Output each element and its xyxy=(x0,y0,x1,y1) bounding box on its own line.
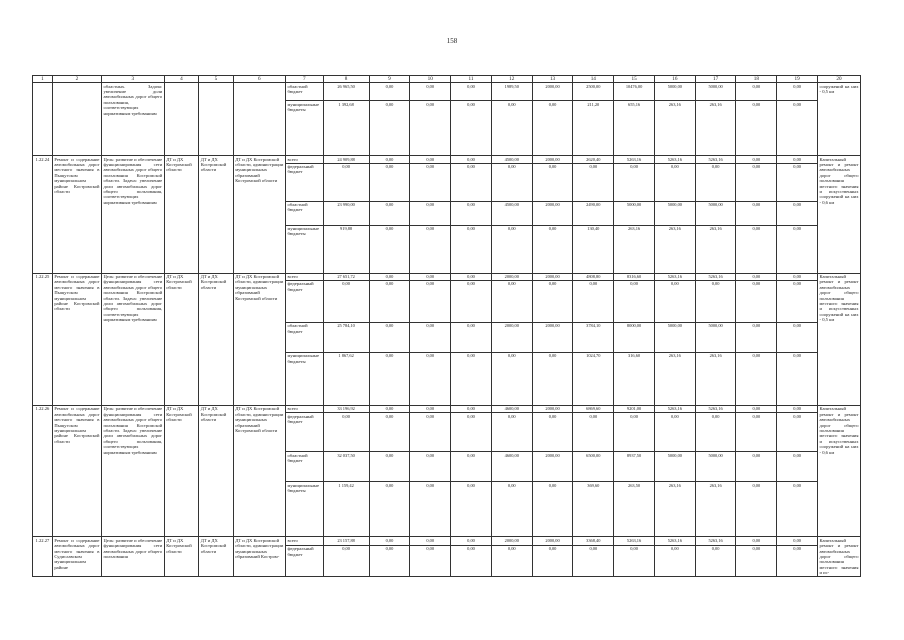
amount-cell: 0,00 xyxy=(532,280,573,322)
amount-cell: 2000,00 xyxy=(532,156,573,163)
row-code: 1.22.26 xyxy=(33,405,53,536)
amount-cell: 24 909,88 xyxy=(323,156,369,163)
amount-cell: 0,00 xyxy=(369,482,410,537)
amount-cell: 6869,60 xyxy=(573,405,614,412)
column-number: 15 xyxy=(614,76,655,83)
activity-name: Ремонт и содержание автомобильных дорог местного значения в Пыщугском муниципальном районе Костромской области xyxy=(52,156,101,273)
activity-name: Ремонт и содержание автомобильных дорог местного значения в Судиславском муниципальном районе xyxy=(52,537,101,577)
amount-cell: 316,60 xyxy=(614,352,655,405)
amount-cell: 0,00 xyxy=(451,280,492,322)
amount-cell: 5263,16 xyxy=(695,537,736,545)
amount-cell: 211,20 xyxy=(573,101,614,156)
executor-cell: ДТ и ДХ Костромской области xyxy=(199,273,234,405)
amount-cell: 2000,00 xyxy=(532,83,573,101)
amount-cell: 0,00 xyxy=(451,482,492,537)
participants-cell: ДТ и ДХ Костромской области, администрации муниципальных образований Костромской области xyxy=(233,156,285,273)
amount-cell: 0,00 xyxy=(410,83,451,101)
funding-source: муниципальные бюджеты xyxy=(285,482,323,537)
amount-cell: 0,00 xyxy=(451,537,492,545)
amount-cell: 0,00 xyxy=(491,413,532,452)
column-number: 17 xyxy=(695,76,736,83)
executor-cell: ДТ и ДХ Костромской области xyxy=(199,537,234,577)
amount-cell: 2000,00 xyxy=(532,537,573,545)
expected-result: Капитальный ремонт и ремонт автомобильных дорог общего пользования местного значения и ис- xyxy=(819,537,859,576)
amount-cell: 32 037,50 xyxy=(323,452,369,482)
amount-cell: 0,00 xyxy=(777,273,818,280)
column-number: 13 xyxy=(532,76,573,83)
amount-cell: 0,00 xyxy=(777,280,818,322)
amount-cell: 655,16 xyxy=(614,101,655,156)
amount-cell: 5263,16 xyxy=(614,537,655,545)
column-number: 20 xyxy=(818,76,861,83)
amount-cell: 0,00 xyxy=(736,405,777,412)
page-number: 158 xyxy=(446,37,458,45)
column-number: 6 xyxy=(233,76,285,83)
amount-cell: 263,16 xyxy=(695,482,736,537)
amount-cell: 0,00 xyxy=(777,225,818,273)
amount-cell: 0,00 xyxy=(736,201,777,225)
row-code: 1.22.27 xyxy=(33,537,53,577)
amount-cell: 1024,70 xyxy=(573,352,614,405)
amount-cell: 0,00 xyxy=(410,225,451,273)
amount-cell: 0,00 xyxy=(323,545,369,576)
table-row xyxy=(33,156,861,163)
funding-source: областной бюджет xyxy=(285,322,323,352)
amount-cell: 4600,00 xyxy=(491,405,532,412)
amount-cell: 0,00 xyxy=(777,482,818,537)
amount-cell: 5263,16 xyxy=(695,156,736,163)
amount-cell: 0,00 xyxy=(491,101,532,156)
amount-cell: 5263,16 xyxy=(654,405,695,412)
amount-cell: 0,00 xyxy=(491,482,532,537)
amount-cell: 0,00 xyxy=(369,225,410,273)
activity-name xyxy=(52,83,101,156)
amount-cell: 1 392,68 xyxy=(323,101,369,156)
amount-cell: 0,00 xyxy=(736,482,777,537)
amount-cell: 26 965,50 xyxy=(323,83,369,101)
activity-name: Ремонт и содержание автомобильных дорог местного значения в Пыщугском муниципальном районе Костромской области xyxy=(52,273,101,405)
executor-cell: ДТ и ДХ Костромской области xyxy=(199,156,234,273)
funding-source: всего xyxy=(285,537,323,545)
amount-cell: 0,00 xyxy=(614,280,655,322)
amount-cell: 0,00 xyxy=(451,352,492,405)
amount-cell: 0,00 xyxy=(451,101,492,156)
amount-cell: 0,00 xyxy=(532,163,573,201)
table-row xyxy=(33,537,861,545)
funding-source: федеральный бюджет xyxy=(285,163,323,201)
funding-source: областной бюджет xyxy=(285,201,323,225)
amount-cell: 263,16 xyxy=(654,101,695,156)
amount-cell: 4500,00 xyxy=(491,201,532,225)
column-number: 4 xyxy=(164,76,199,83)
amount-cell: 0,00 xyxy=(410,413,451,452)
column-number: 12 xyxy=(491,76,532,83)
amount-cell: 0,00 xyxy=(369,322,410,352)
amount-cell: 919,88 xyxy=(323,225,369,273)
amount-cell: 27 651,72 xyxy=(323,273,369,280)
goal-task-text: областных. Задача: увеличение доли автомобильных дорог общего пользования, соответствующих нормативным требованиям xyxy=(101,83,164,156)
funding-source: всего xyxy=(285,405,323,412)
amount-cell: 0,00 xyxy=(410,545,451,576)
amount-cell: 0,00 xyxy=(695,280,736,322)
amount-cell: 0,00 xyxy=(369,201,410,225)
funding-source: муниципальные бюджеты xyxy=(285,101,323,156)
funding-source: всего xyxy=(285,156,323,163)
column-number: 2 xyxy=(52,76,101,83)
amount-cell: 0,00 xyxy=(451,273,492,280)
amount-cell: 0,00 xyxy=(451,156,492,163)
amount-cell: 0,00 xyxy=(451,405,492,412)
amount-cell: 0,00 xyxy=(777,352,818,405)
goal-task-text: Цель: развитие и обеспечение функционирования сети автомобильных дорог общего пользования xyxy=(101,537,164,577)
amount-cell: 33 196,92 xyxy=(323,405,369,412)
amount-cell: 263,16 xyxy=(614,225,655,273)
amount-cell: 0,00 xyxy=(369,452,410,482)
funding-source: федеральный бюджет xyxy=(285,413,323,452)
amount-cell: 263,50 xyxy=(614,482,655,537)
amount-cell: 0,00 xyxy=(491,225,532,273)
amount-cell: 5000,00 xyxy=(654,201,695,225)
amount-cell: 0,00 xyxy=(777,83,818,101)
amount-cell: 0,00 xyxy=(369,352,410,405)
amount-cell: 0,00 xyxy=(736,225,777,273)
amount-cell: 0,00 xyxy=(695,163,736,201)
column-number: 11 xyxy=(451,76,492,83)
column-number: 3 xyxy=(101,76,164,83)
table-row xyxy=(33,405,861,412)
amount-cell: 0,00 xyxy=(451,413,492,452)
participants-cell: ДТ и ДХ Костромской области, администрации муниципальных образований Костромской области xyxy=(233,405,285,536)
amount-cell: 0,00 xyxy=(532,482,573,537)
amount-cell: 0,00 xyxy=(369,405,410,412)
amount-cell: 5000,00 xyxy=(695,83,736,101)
amount-cell: 0,00 xyxy=(451,225,492,273)
amount-cell: 263,16 xyxy=(695,101,736,156)
amount-cell: 8000,00 xyxy=(614,322,655,352)
column-number: 5 xyxy=(199,76,234,83)
executor-cell: ДТ и ДХ Костромской области xyxy=(164,537,199,577)
amount-cell: 2000,00 xyxy=(491,537,532,545)
amount-cell: 0,00 xyxy=(491,280,532,322)
amount-cell: 2000,00 xyxy=(532,322,573,352)
amount-cell: 0,00 xyxy=(777,101,818,156)
amount-cell: 3784,10 xyxy=(573,322,614,352)
amount-cell: 0,00 xyxy=(777,163,818,201)
amount-cell: 0,00 xyxy=(369,163,410,201)
amount-cell: 4500,00 xyxy=(491,156,532,163)
column-number: 18 xyxy=(736,76,777,83)
amount-cell: 1 867,62 xyxy=(323,352,369,405)
amount-cell: 0,00 xyxy=(410,322,451,352)
amount-cell: 0,00 xyxy=(654,280,695,322)
amount-cell: 2000,00 xyxy=(532,273,573,280)
amount-cell: 130,40 xyxy=(573,225,614,273)
amount-cell: 2000,00 xyxy=(491,273,532,280)
amount-cell: 0,00 xyxy=(573,280,614,322)
amount-cell: 0,00 xyxy=(491,352,532,405)
amount-cell: 3368,40 xyxy=(573,537,614,545)
amount-cell: 5263,16 xyxy=(614,156,655,163)
amount-cell: 0,00 xyxy=(736,545,777,576)
table-row xyxy=(33,83,861,101)
amount-cell: 0,00 xyxy=(614,163,655,201)
amount-cell: 5000,00 xyxy=(695,322,736,352)
amount-cell: 0,00 xyxy=(695,413,736,452)
amount-cell: 0,00 xyxy=(532,545,573,576)
amount-cell: 0,00 xyxy=(451,545,492,576)
executor-cell: ДТ и ДХ Костромской области xyxy=(164,273,199,405)
amount-cell: 5000,00 xyxy=(654,452,695,482)
amount-cell: 0,00 xyxy=(410,537,451,545)
expected-result: Капитальный ремонт и ремонт автомобильных дорог общего пользования местного значения и искусственных сооружений на них - 0,6 км xyxy=(818,405,861,536)
amount-cell: 0,00 xyxy=(777,413,818,452)
amount-cell: 8316,60 xyxy=(614,273,655,280)
amount-cell: 0,00 xyxy=(369,280,410,322)
amount-cell: 0,00 xyxy=(736,537,777,545)
amount-cell: 263,16 xyxy=(654,352,695,405)
amount-cell: 0,00 xyxy=(736,273,777,280)
amount-cell: 2000,00 xyxy=(532,201,573,225)
amount-cell: 23 990,00 xyxy=(323,201,369,225)
amount-cell: 0,00 xyxy=(369,545,410,576)
amount-cell: 5000,00 xyxy=(614,201,655,225)
amount-cell: 0,00 xyxy=(410,280,451,322)
amount-cell: 5263,16 xyxy=(654,273,695,280)
amount-cell: 0,00 xyxy=(323,413,369,452)
amount-cell: 0,00 xyxy=(736,452,777,482)
amount-cell: 0,00 xyxy=(736,322,777,352)
amount-cell: 5000,00 xyxy=(695,201,736,225)
amount-cell: 5263,16 xyxy=(695,273,736,280)
amount-cell: 10476,00 xyxy=(614,83,655,101)
expected-result: сооружений на них - 0,5 км xyxy=(818,83,861,156)
amount-cell: 0,00 xyxy=(451,83,492,101)
amount-cell: 0,00 xyxy=(451,322,492,352)
amount-cell: 0,00 xyxy=(451,452,492,482)
amount-cell: 0,00 xyxy=(369,273,410,280)
column-number: 19 xyxy=(777,76,818,83)
amount-cell: 2620,40 xyxy=(573,156,614,163)
amount-cell: 0,00 xyxy=(410,163,451,201)
amount-cell: 8937,50 xyxy=(614,452,655,482)
amount-cell: 0,00 xyxy=(654,545,695,576)
amount-cell: 263,16 xyxy=(654,225,695,273)
row-code: 1.22.24 xyxy=(33,156,53,273)
table-row xyxy=(33,273,861,280)
column-number: 16 xyxy=(654,76,695,83)
amount-cell: 0,00 xyxy=(410,452,451,482)
amount-cell: 0,00 xyxy=(451,163,492,201)
funding-source: муниципальные бюджеты xyxy=(285,352,323,405)
amount-cell: 0,00 xyxy=(777,537,818,545)
amount-cell: 0,00 xyxy=(532,101,573,156)
amount-cell: 2000,00 xyxy=(532,405,573,412)
amount-cell: 0,00 xyxy=(410,273,451,280)
amount-cell: 2000,00 xyxy=(491,322,532,352)
budget-table xyxy=(32,75,861,577)
row-code xyxy=(33,83,53,156)
amount-cell: 0,00 xyxy=(736,280,777,322)
column-number: 9 xyxy=(369,76,410,83)
amount-cell: 0,00 xyxy=(573,413,614,452)
amount-cell: 0,00 xyxy=(777,201,818,225)
amount-cell: 4600,00 xyxy=(491,452,532,482)
amount-cell: 0,00 xyxy=(323,280,369,322)
amount-cell: 1 159,42 xyxy=(323,482,369,537)
funding-source: областной бюджет xyxy=(285,83,323,101)
executor-cell: ДТ и ДХ Костромской области xyxy=(199,405,234,536)
amount-cell: 0,00 xyxy=(736,413,777,452)
column-number-row xyxy=(33,76,861,83)
amount-cell: 369,60 xyxy=(573,482,614,537)
amount-cell: 23 157,88 xyxy=(323,537,369,545)
amount-cell: 0,00 xyxy=(410,352,451,405)
amount-cell: 263,16 xyxy=(695,225,736,273)
amount-cell: 0,00 xyxy=(532,352,573,405)
amount-cell: 0,00 xyxy=(573,545,614,576)
amount-cell: 5263,16 xyxy=(654,156,695,163)
amount-cell: 0,00 xyxy=(695,545,736,576)
column-number: 1 xyxy=(33,76,53,83)
goal-task-text: Цель: развитие и обеспечение функционирования сети автомобильных дорог общего пользования Костромской области. Задача: увеличение доли автомобильных дорог общего пользования, соответствующих нормативным требованиям xyxy=(101,405,164,536)
funding-source: федеральный бюджет xyxy=(285,545,323,576)
goal-task-text: Цель: развитие и обеспечение функционирования сети автомобильных дорог общего пользования Костромской области. Задача: увеличение доли автомобильных дорог общего пользования, соответствующих нормативным требованиям xyxy=(101,273,164,405)
amount-cell: 25 784,10 xyxy=(323,322,369,352)
amount-cell: 0,00 xyxy=(410,101,451,156)
row-code: 1.22.25 xyxy=(33,273,53,405)
amount-cell: 4808,80 xyxy=(573,273,614,280)
participants-cell xyxy=(233,83,285,156)
amount-cell: 0,00 xyxy=(369,537,410,545)
activity-name: Ремонт и содержание автомобильных дорог местного значения в Пыщугском муниципальном районе Костромской области xyxy=(52,405,101,536)
amount-cell: 0,00 xyxy=(736,352,777,405)
amount-cell: 0,00 xyxy=(614,545,655,576)
amount-cell: 5263,16 xyxy=(654,537,695,545)
amount-cell: 263,16 xyxy=(695,352,736,405)
amount-cell: 5000,00 xyxy=(654,83,695,101)
executor-cell: ДТ и ДХ Костромской области xyxy=(164,156,199,273)
amount-cell: 0,00 xyxy=(410,156,451,163)
amount-cell: 0,00 xyxy=(369,413,410,452)
column-number: 8 xyxy=(323,76,369,83)
amount-cell: 0,00 xyxy=(654,163,695,201)
amount-cell: 0,00 xyxy=(777,452,818,482)
expected-result: Капитальный ремонт и ремонт автомобильных дорог общего пользования местного значения и искусственных сооружений на них - 0,5 км xyxy=(818,273,861,405)
amount-cell: 2490,00 xyxy=(573,201,614,225)
amount-cell: 263,16 xyxy=(654,482,695,537)
amount-cell: 0,00 xyxy=(410,482,451,537)
amount-cell: 5000,00 xyxy=(654,322,695,352)
amount-cell: 0,00 xyxy=(777,405,818,412)
expected-result: Капитальный ремонт и ремонт автомобильных дорог общего пользования местного значения и искусственных сооружений на них - 0,6 км xyxy=(818,156,861,273)
executor-cell xyxy=(199,83,234,156)
participants-cell: ДТ и ДХ Костромской области, администрации муниципальных образований Костром- xyxy=(233,537,285,577)
amount-cell: 0,00 xyxy=(369,156,410,163)
column-number: 10 xyxy=(410,76,451,83)
amount-cell: 0,00 xyxy=(736,163,777,201)
amount-cell: 0,00 xyxy=(777,545,818,576)
amount-cell: 0,00 xyxy=(654,413,695,452)
amount-cell: 0,00 xyxy=(491,163,532,201)
amount-cell: 0,00 xyxy=(369,83,410,101)
amount-cell: 0,00 xyxy=(736,83,777,101)
amount-cell: 0,00 xyxy=(736,156,777,163)
funding-source: муниципальные бюджеты xyxy=(285,225,323,273)
amount-cell: 0,00 xyxy=(410,405,451,412)
amount-cell: 5263,16 xyxy=(695,405,736,412)
funding-source: областной бюджет xyxy=(285,452,323,482)
column-number: 7 xyxy=(285,76,323,83)
amount-cell: 9201,00 xyxy=(614,405,655,412)
amount-cell: 1989,50 xyxy=(491,83,532,101)
executor-cell xyxy=(164,83,199,156)
amount-cell: 0,00 xyxy=(410,201,451,225)
amount-cell: 0,00 xyxy=(532,413,573,452)
participants-cell: ДТ и ДХ Костромской области, администрации муниципальных образований Костромской области xyxy=(233,273,285,405)
column-number: 14 xyxy=(573,76,614,83)
funding-source: федеральный бюджет xyxy=(285,280,323,322)
executor-cell: ДТ и ДХ Костромской области xyxy=(164,405,199,536)
amount-cell: 2500,00 xyxy=(573,83,614,101)
amount-cell: 0,00 xyxy=(491,545,532,576)
amount-cell: 0,00 xyxy=(323,163,369,201)
amount-cell: 2000,00 xyxy=(532,452,573,482)
funding-source: всего xyxy=(285,273,323,280)
amount-cell: 0,00 xyxy=(614,413,655,452)
amount-cell: 5000,00 xyxy=(695,452,736,482)
amount-cell: 0,00 xyxy=(777,322,818,352)
amount-cell: 0,00 xyxy=(369,101,410,156)
goal-task-text: Цель: развитие и обеспечение функционирования сети автомобильных дорог общего пользования Костромской области. Задача: увеличение доли автомобильных дорог общего пользования, соответствующих нормативным требованиям xyxy=(101,156,164,273)
amount-cell: 0,00 xyxy=(451,201,492,225)
amount-cell: 0,00 xyxy=(777,156,818,163)
amount-cell: 0,00 xyxy=(573,163,614,201)
amount-cell: 0,00 xyxy=(532,225,573,273)
amount-cell: 0,00 xyxy=(736,101,777,156)
amount-cell: 6500,00 xyxy=(573,452,614,482)
